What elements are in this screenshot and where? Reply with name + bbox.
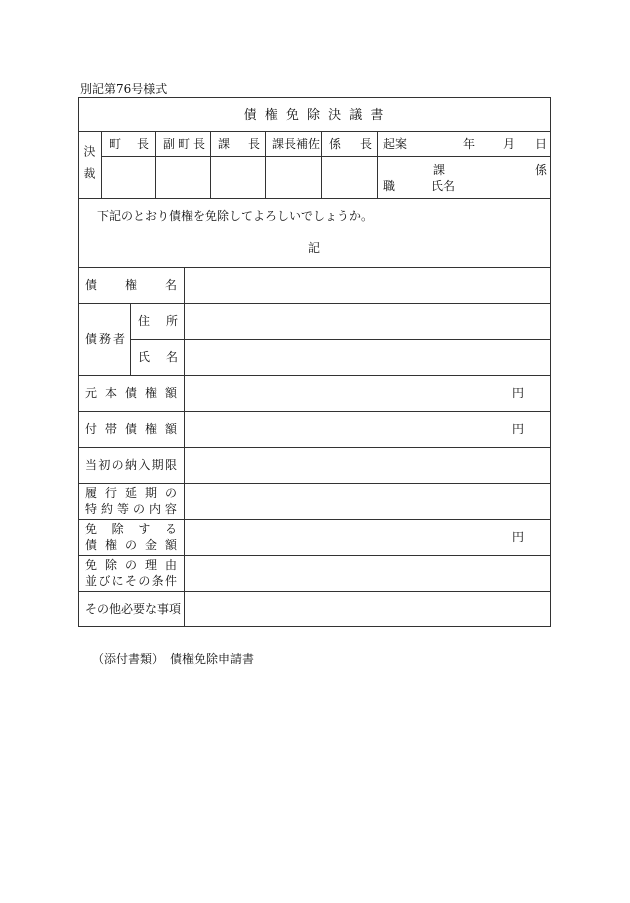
row-label-reason-1: 免 除 の 理 由 (85, 558, 177, 572)
approval-col-line (321, 131, 322, 198)
date-day: 日 (535, 137, 548, 151)
approval-col-line (210, 131, 211, 198)
intro-text: 下記のとおり債権を免除してよろしいでしょうか。 (97, 209, 374, 223)
yen-exemption: 円 (512, 530, 525, 544)
intro-bottom-line (79, 267, 550, 268)
form-frame (78, 97, 551, 627)
yen-principal: 円 (512, 386, 525, 400)
approval-col-mayor: 町 長 (109, 137, 149, 151)
row-label-debtor: 債 務 者 (85, 332, 125, 346)
attachment-note: （添付書類） 債権免除申請書 (92, 652, 255, 666)
row-label-principal: 元 本 債 権 額 (85, 386, 177, 400)
row-line-debtor-mid (130, 339, 550, 340)
approval-bottom-line (79, 198, 550, 199)
row-label-ancillary: 付 帯 債 権 額 (85, 422, 177, 436)
row-label-name: 氏 名 (138, 350, 178, 364)
date-year: 年 (463, 137, 476, 151)
yen-ancillary: 円 (512, 422, 525, 436)
row-label-claim-name: 債 権 名 (85, 278, 177, 292)
row-line-3 (79, 411, 550, 412)
approval-col-line (155, 131, 156, 198)
row-label-extension-2: 特 約 等 の 内 容 (85, 502, 177, 516)
row-line-1 (79, 303, 550, 304)
row-line-8 (79, 591, 550, 592)
row-label-other: その他必要な事項 (85, 602, 182, 616)
approval-side-label: 決裁 (82, 145, 96, 189)
date-month: 月 (503, 137, 516, 151)
debtor-sub-column-line (130, 303, 131, 375)
row-label-exemption-amount-2: 債 権 の 金 額 (85, 538, 177, 552)
row-label-exemption-amount-1: 免 除 す る (85, 522, 177, 536)
row-label-reason-2: 並 び に そ の 条 件 (85, 574, 177, 588)
form-title: 債 権 免 除 決 議 書 (243, 108, 386, 123)
label-column-line (184, 267, 185, 626)
approval-header-divider (101, 156, 550, 157)
shimei-label: 氏名 (431, 179, 456, 193)
row-label-extension-1: 履 行 延 期 の (85, 486, 177, 500)
approval-col-section-chief: 課 長 (218, 137, 260, 151)
title-divider (79, 131, 550, 132)
row-label-due-date: 当 初 の 納 入 期 限 (85, 458, 177, 472)
row-line-6 (79, 519, 550, 520)
shoku-label: 職 (383, 179, 396, 193)
form-number-label: 別記第76号様式 (80, 82, 168, 96)
approval-col-deputy-mayor: 副 町 長 (163, 137, 205, 151)
row-line-2 (79, 375, 550, 376)
approval-col-line (265, 131, 266, 198)
ki-label: 記 (308, 241, 321, 255)
row-line-5 (79, 483, 550, 484)
kakari-label: 係 (535, 163, 548, 177)
approval-col-assistant-chief: 課長補佐 (272, 137, 321, 151)
kian-label: 起案 (383, 137, 408, 151)
approval-col-line (101, 131, 102, 198)
row-label-address: 住 所 (138, 314, 178, 328)
row-line-4 (79, 447, 550, 448)
row-line-7 (79, 555, 550, 556)
ka-label: 課 (433, 163, 446, 177)
approval-col-unit-chief: 係 長 (329, 137, 372, 151)
approval-col-line (377, 131, 378, 198)
